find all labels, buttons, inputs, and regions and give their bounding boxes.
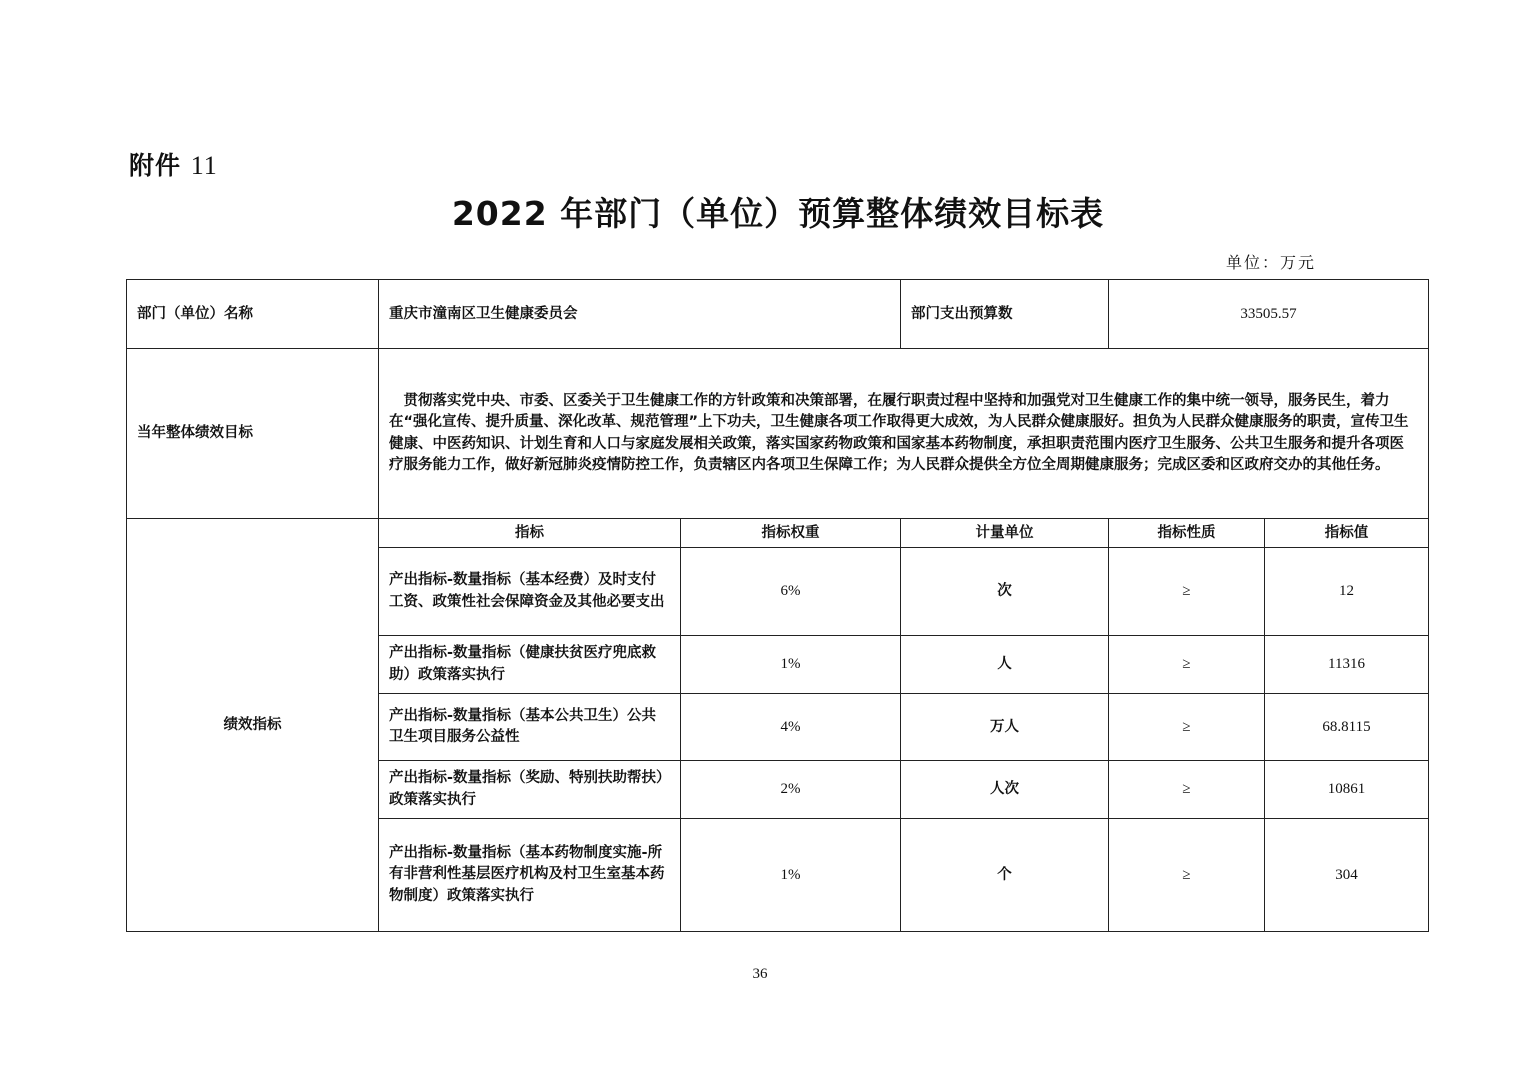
indicator-weight: 6% <box>780 583 801 599</box>
indicator-value: 68.8115 <box>1322 718 1371 735</box>
goal-label: 当年整体绩效目标 <box>137 425 253 441</box>
attachment-text: 附件 <box>129 151 182 180</box>
goal-text: 贯彻落实党中央、市委、区委关于卫生健康工作的方针政策和决策部署，在履行职责过程中坚持和加强党对卫生健康工作的集中统一领导，服务民生，着力在“强化宣传、提升质量、深化改革、规范管理”上下功夫，卫生健康各项工作取得更大成效，为人民群众健康服好。担负为人民群众健康服务的职责，宣传卫生健康、中医药知识、计划生育和人口与家庭发展相关政策，落实国家药物政策和国家基本药物制度，承担职责范围内医疗卫生服务、公共卫生服务和提升各项医疗服务能力工作，做好新冠肺炎疫情防控工作，负责辖区内各项卫生保障工作；为人民群众提供全方位全周期健康服务；完成区委和区政府交办的其他任务。 <box>389 392 1409 473</box>
indicator-unit: 个 <box>997 866 1012 883</box>
indicator-name: 产出指标-数量指标（基本公共卫生）公共卫生项目服务公益性 <box>389 707 657 745</box>
page-title: 2022 年部门（单位）预算整体绩效目标表 <box>451 194 1105 233</box>
indicator-nature: ≥ <box>1182 781 1191 797</box>
dept-name-value: 重庆市潼南区卫生健康委员会 <box>389 305 578 322</box>
indicator-unit: 次 <box>997 583 1012 599</box>
performance-table <box>126 279 1429 932</box>
budget-value: 33505.57 <box>1240 305 1297 322</box>
indicator-name: 产出指标-数量指标（健康扶贫医疗兜底救助）政策落实执行 <box>389 645 657 683</box>
indicator-name: 产出指标-数量指标（奖励、特别扶助帮扶）政策落实执行 <box>389 770 664 808</box>
header-value: 指标值 <box>1324 524 1369 541</box>
indicator-unit: 万人 <box>990 718 1019 735</box>
indicator-nature: ≥ <box>1182 718 1191 735</box>
indicator-name: 产出指标-数量指标（基本经费）及时支付工资、政策性社会保障资金及其他必要支出 <box>389 572 665 610</box>
header-weight: 指标权重 <box>761 524 820 541</box>
indicator-nature: ≥ <box>1182 656 1191 672</box>
attachment-label <box>129 146 218 182</box>
indicator-value: 12 <box>1339 583 1354 599</box>
indicator-weight: 2% <box>780 781 801 797</box>
page-number: 36 <box>752 966 768 982</box>
header-nature: 指标性质 <box>1157 524 1216 541</box>
unit-label: 单位：万元 <box>1226 253 1317 272</box>
attachment-number: 11 <box>190 151 218 180</box>
indicator-value: 10861 <box>1327 781 1366 797</box>
indicator-weight: 1% <box>780 656 801 672</box>
indicator-name: 产出指标-数量指标（基本药物制度实施-所有非营利性基层医疗机构及村卫生室基本药物制度）政策落实执行 <box>389 844 665 904</box>
indicator-value: 304 <box>1335 866 1358 883</box>
header-indicator: 指标 <box>515 524 544 541</box>
indicator-unit: 人 <box>997 656 1012 672</box>
indicator-nature: ≥ <box>1182 583 1191 599</box>
indicator-value: 11316 <box>1328 656 1365 672</box>
indicator-unit: 人次 <box>990 781 1019 797</box>
header-unit: 计量单位 <box>975 524 1034 541</box>
indicator-nature: ≥ <box>1182 866 1191 883</box>
budget-label: 部门支出预算数 <box>911 305 1013 322</box>
dept-name-label: 部门（单位）名称 <box>137 305 253 322</box>
indicator-weight: 1% <box>780 866 801 883</box>
indicator-section-label: 绩效指标 <box>223 716 282 733</box>
indicator-weight: 4% <box>780 718 801 735</box>
